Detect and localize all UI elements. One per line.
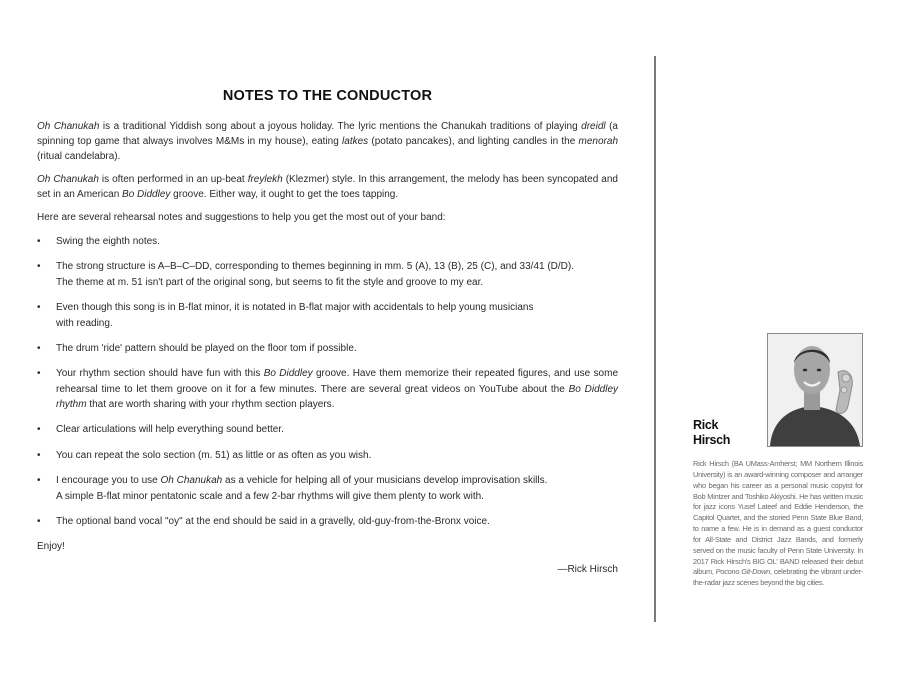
list-item: • Swing the eighth notes. bbox=[37, 234, 618, 250]
bullet-icon: • bbox=[37, 424, 41, 436]
page-title: NOTES TO THE CONDUCTOR bbox=[222, 88, 433, 104]
list-item: • Your rhythm section should have fun with this Bo Diddley groove. Have them memorize their repeated figures, and use some rehearsal time to let them groove on it for a few minutes. There are several great videos on YouTube about the Bo Diddley rhythm that are worth sharing with your rhythm section players. bbox=[37, 368, 619, 411]
closing-text: Enjoy! bbox=[37, 541, 65, 553]
intro-paragraph-2: Oh Chanukah is often performed in an up-beat freylekh (Klezmer) style. In this arrangement, the melody has been syncopated and set in an American Bo Diddley groove. Either way, it ought to get the toes tapping. bbox=[37, 174, 618, 200]
list-item: • The drum 'ride' pattern should be played on the floor tom if possible. bbox=[37, 341, 618, 357]
author-portrait-icon bbox=[768, 334, 862, 446]
bullet-icon: • bbox=[37, 515, 41, 527]
bullet-icon: • bbox=[37, 475, 41, 487]
author-name: Rick Hirsch bbox=[693, 418, 731, 447]
list-item: • Even though this song is in B-flat minor, it is notated in B-flat major with accidentals to help young musicians with reading. bbox=[37, 302, 534, 329]
bullet-icon: • bbox=[37, 368, 41, 380]
bullet-icon: • bbox=[37, 342, 41, 354]
rehearsal-notes-list bbox=[37, 234, 618, 529]
bullet-icon: • bbox=[37, 261, 41, 273]
intro-paragraph-3: Here are several rehearsal notes and suggestions to help you get the most out of your band: bbox=[37, 212, 446, 223]
list-item: • The optional band vocal "oy" at the end should be said in a gravelly, old-guy-from-the-Bronx voice. bbox=[37, 514, 618, 530]
list-item: • I encourage you to use Oh Chanukah as a vehicle for helping all of your musicians develop improvisation skills. A simple B-flat minor pentatonic scale and a few 2-bar rhythms will give them plenty to work with. bbox=[37, 475, 548, 502]
intro-paragraph-1: Oh Chanukah is a traditional Yiddish song about a joyous holiday. The lyric mentions the Chanukah traditions of playing dreidl (a spinning top game that always involves M&Ms in my house), eating latkes (potato pancakes), and lighting candles in the menorah (ritual candelabra). bbox=[37, 121, 618, 162]
bullet-icon: • bbox=[37, 449, 41, 461]
list-item: • The strong structure is A–B–C–DD, corresponding to themes beginning in mm. 5 (A), 13 (B), 25 (C), and 33/41 (D/D). The theme at m. 51 isn't part of the original song, but seems to fit the style and groove to my ear. bbox=[37, 261, 575, 288]
author-photo bbox=[767, 333, 863, 447]
list-item: • Clear articulations will help everything sound better. bbox=[37, 422, 618, 438]
bullet-icon: • bbox=[37, 236, 41, 247]
author-bio: Rick Hirsch (BA UMass-Amherst; MM Northern Illinois University) is an award-winning composer and arranger who began his career as a personal music copyist for Bob Mintzer and Toshiko Akiyoshi. He has written music for jazz icons Yusef Lateef and Eddie Henderson, the Capitol Quartet, and the storied Penn State Blue Band, to name a few. He is in demand as a guest conductor for All-State and District Jazz Bands, and formerly served on the music faculty of Penn State University. In 2017 Rick Hirsch's BIG OL' BAND released their debut album, Pocono Git-Down, celebrating the vibrant under-the-radar jazz scenes beyond the big cities. bbox=[693, 459, 863, 588]
bullet-icon: • bbox=[37, 302, 41, 314]
conductor-notes bbox=[37, 88, 618, 575]
signature: —Rick Hirsch bbox=[557, 564, 618, 576]
column-divider bbox=[654, 56, 656, 622]
list-item: • You can repeat the solo section (m. 51) as little or as often as you wish. bbox=[37, 448, 618, 464]
